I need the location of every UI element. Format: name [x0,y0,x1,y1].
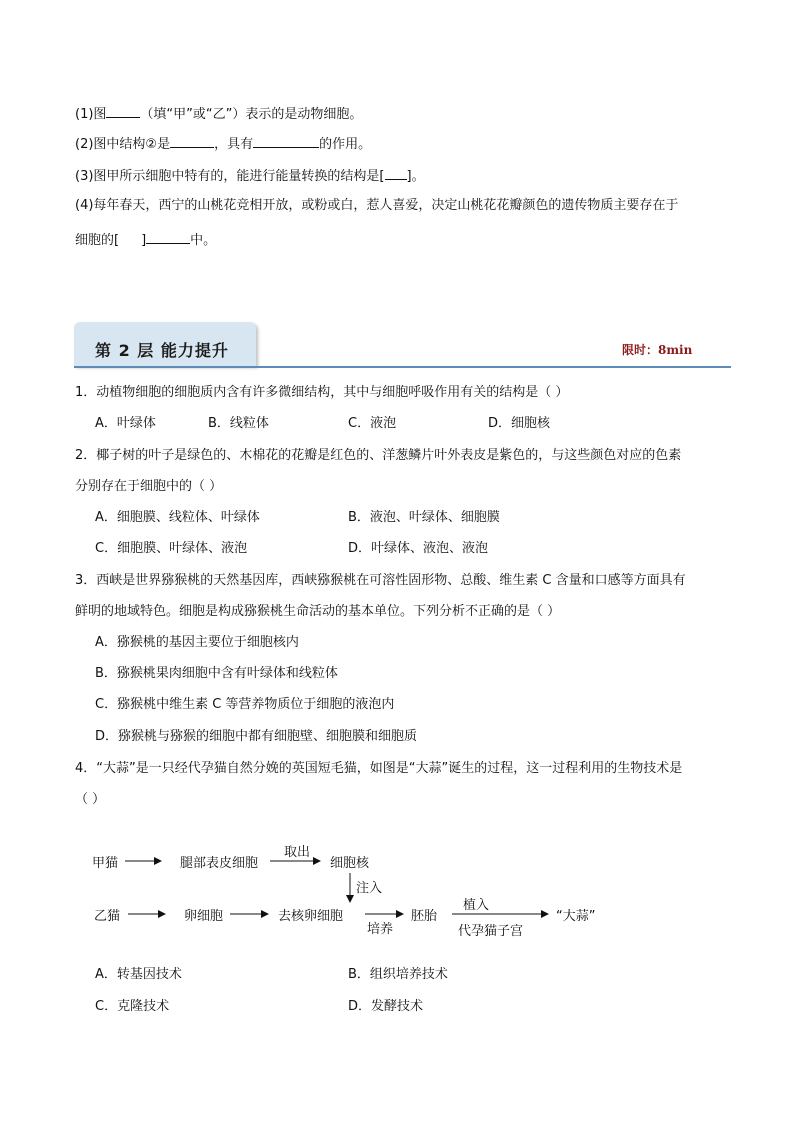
q4-option-a[interactable]: A．转基因技术 [95,967,182,982]
q1-option-a[interactable]: A．叶绿体 [95,416,156,431]
enucleated-egg-label: 去核卵细胞 [278,909,344,924]
cat-a-label: 甲猫 [92,856,119,871]
q3-option-d[interactable]: D．猕猴桃与猕猴的细胞中都有细胞壁、细胞膜和细胞质 [95,729,418,744]
implant-label: 植入 [463,898,490,913]
q1-pre: (1)图 [75,107,107,122]
culture-label: 培养 [367,922,394,937]
dasuan-label: “大蒜” [556,909,596,924]
take-out-label: 取出 [284,845,311,860]
q3-stem-line2: 鲜明的地域特色。细胞是构成猕猴桃生命活动的基本单位。下列分析不正确的是（ ） [75,604,561,619]
q3-option-b[interactable]: B．猕猴桃果肉细胞中含有叶绿体和线粒体 [95,666,338,681]
inject-label: 注入 [356,881,383,896]
q3-option-a[interactable]: A．猕猴桃的基因主要位于细胞核内 [95,635,299,650]
question-4-line1: (4)每年春天，西宁的山桃花竞相开放，或粉或白，惹人喜爱，决定山桃花花瓣颜色的遗传物质主要存在于 [75,198,679,213]
q4-pre: 细胞的[ [75,233,120,248]
cat-b-label: 乙猫 [94,909,121,924]
q1-option-b[interactable]: B．线粒体 [208,416,269,431]
section-title: 第 2 层 能力提升 [95,341,229,360]
q2-option-b[interactable]: B．液泡、叶绿体、细胞膜 [348,510,500,525]
q3-post: ]。 [406,169,425,184]
surrogate-uterus-label: 代孕猫子宫 [458,924,524,939]
q4-option-d[interactable]: D．发酵技术 [348,999,424,1014]
q4-option-c[interactable]: C．克隆技术 [95,999,170,1014]
q2-mid: ，具有 [214,137,254,152]
q1-stem: 1．动植物细胞的细胞质内含有许多微细结构，其中与细胞呼吸作用有关的结构是（ ） [75,385,569,400]
q4-option-b[interactable]: B．组织培养技术 [348,967,448,982]
q2-post: 的作用。 [319,137,372,152]
q3-option-c[interactable]: C．猕猴桃中维生素 C 等营养物质位于细胞的液泡内 [95,697,395,712]
q4-stem-line2: （ ） [75,792,106,807]
q2-option-c[interactable]: C．细胞膜、叶绿体、液泡 [95,541,248,556]
q1-post: （填“甲”或“乙”）表示的是动物细胞。 [140,107,363,122]
q4-post: 中。 [190,233,217,248]
time-limit: 限时：8min [622,343,693,357]
q1-option-c[interactable]: C．液泡 [348,416,397,431]
q1-option-d[interactable]: D．细胞核 [488,416,551,431]
egg-cell-label: 卵细胞 [184,909,224,924]
q2-pre: (2)图中结构②是 [75,137,171,152]
leg-skin-cell-label: 腿部表皮细胞 [180,856,259,871]
q2-option-d[interactable]: D．叶绿体、液泡、液泡 [348,541,489,556]
q3-stem-line1: 3．西峡是世界猕猴桃的天然基因库，西峡猕猴桃在可溶性固形物、总酸、维生素 C 含量和口感等方面具有 [75,573,686,588]
embryo-label: 胚胎 [411,909,438,924]
q3-pre: (3)图甲所示细胞中特有的，能进行能量转换的结构是[ [75,169,385,184]
q2-stem-line2: 分别存在于细胞中的（ ） [75,479,223,494]
q2-stem-line1: 2．椰子树的叶子是绿色的、木棉花的花瓣是红色的、洋葱鳞片叶外表皮是紫色的，与这些颜色对应的色素 [75,448,682,463]
q4-mid: ] [141,233,147,248]
q4-stem-line1: 4．“大蒜”是一只经代孕猫自然分娩的英国短毛猫，如图是“大蒜”诞生的过程，这一过程利用的生物技术是 [75,761,683,776]
nucleus-label: 细胞核 [330,856,370,871]
q2-option-a[interactable]: A．细胞膜、线粒体、叶绿体 [95,510,260,525]
